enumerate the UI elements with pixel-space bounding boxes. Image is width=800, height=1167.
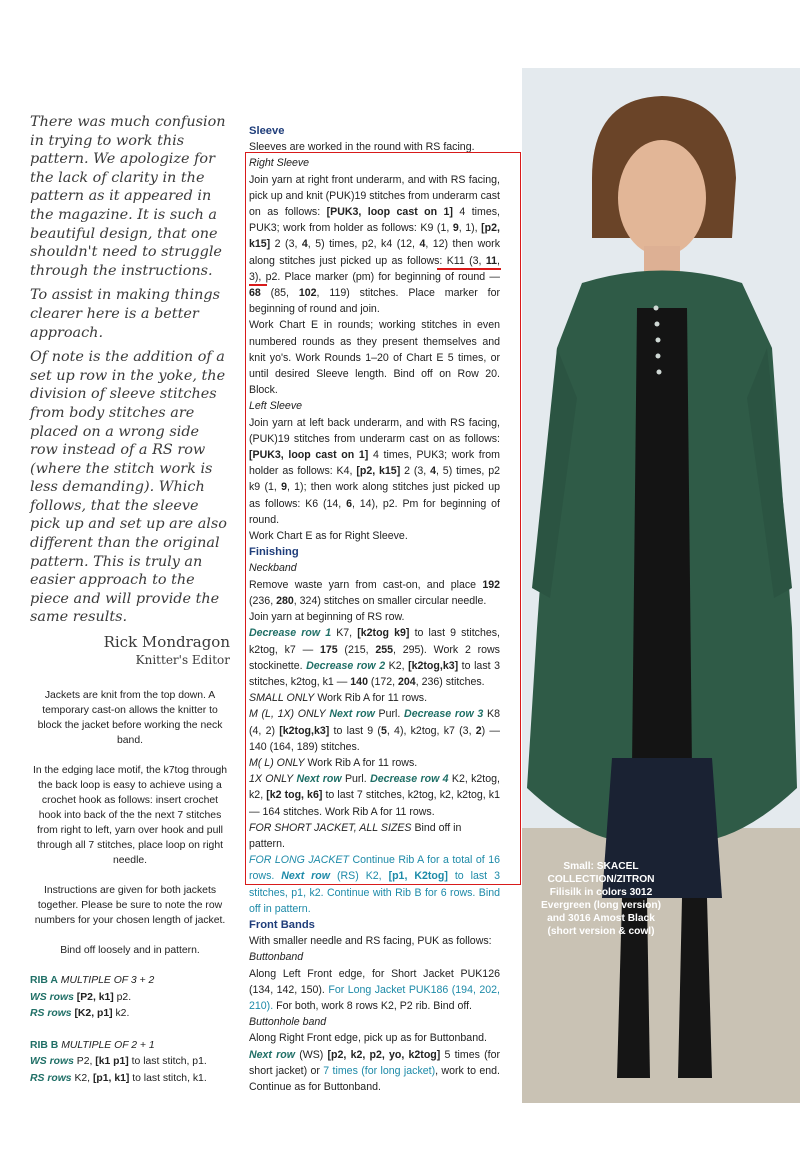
tip-paragraph: Bind off loosely and in pattern. (60, 945, 200, 957)
tip-paragraph: In the edging lace motif, the k7tog through the back loop is easy to achieve using a crochet hook as follows: insert crochet hook into back of the the next 7 stitches from right to left, yarn over hook and pull through all 7 stitches, place loop on right needle. (32, 765, 228, 867)
text-run: , 119) stitches. Place marker for beginning of round and join. (249, 287, 500, 316)
text-run: , 3), p2. Place marker (pm) for beginning of round — (249, 254, 500, 283)
size-label: FOR SHORT JACKET, ALL SIZES (249, 821, 412, 834)
text-run: Purl. (341, 773, 371, 786)
text-run: to last 7 stitches, k2tog, k2, k2tog, k1 — 164 stitches. Work Rib A for 11 rows. (249, 789, 500, 818)
text-run: , 5) times, p2, k4 (12, (307, 238, 420, 251)
sleeve-intro: Sleeves are worked in the round with RS facing. (249, 141, 475, 154)
text-run: (85, (260, 287, 299, 300)
bold-run: 102 (298, 287, 317, 300)
model-photo (522, 68, 800, 1103)
size-label: FOR LONG JACKET (249, 854, 349, 867)
bold-run: 255 (375, 643, 394, 656)
rib-b-ws-text: to last stitch, p1. (128, 1056, 207, 1068)
text-run: For both, work 8 rows K2, P2 rib. Bind off. (273, 999, 472, 1012)
finishing-heading: Finishing (249, 546, 299, 559)
button (657, 370, 662, 375)
rib-a-rs-label: RS rows (30, 1008, 72, 1020)
rib-b-ws-bold: [k1 p1] (95, 1056, 129, 1068)
text-run: Join yarn at right front underarm, and with RS facing, pick up and knit (PUK)19 stitches from underarm cast on as follows: (249, 173, 500, 219)
text-run: (WS) (295, 1048, 328, 1061)
button (656, 354, 661, 359)
text-run: ) — 140 (164, 189) stitches. (249, 724, 501, 753)
editor-note (30, 113, 230, 627)
text-run: 2 (3, (400, 465, 431, 478)
left-sleeve-heading: Left Sleeve (249, 400, 303, 413)
long-run: For Long Jacket PUK186 (194, 202, 210). (249, 983, 501, 1012)
left-column (30, 113, 230, 1102)
rib-b-ws-label: WS rows (30, 1056, 74, 1068)
long-run: 7 times (for long jacket) (323, 1064, 436, 1077)
text-run: , 1); then work along stitches just picked up as follows: K6 (14, (249, 481, 500, 510)
rib-b-rs-pre: K2, (71, 1072, 93, 1084)
bold-run: 280 (276, 594, 294, 607)
rib-b-rs-label: RS rows (30, 1072, 72, 1084)
text-run: Purl. (374, 708, 405, 721)
text-run: (RS) K2, (330, 870, 389, 883)
editor-note-paragraph: To assist in making things clearer here is a better approach. (30, 287, 220, 341)
bold-run: 9 (281, 481, 287, 494)
bold-run: 9 (452, 222, 459, 235)
rib-a-block (30, 973, 230, 1023)
row-label: Decrease row 4 (370, 773, 449, 786)
buttonband-instructions (249, 966, 500, 1015)
row-label: Next row (329, 708, 375, 721)
left-sleeve-chart: Work Chart E as for Right Sleeve. (249, 530, 408, 543)
size-label: 1X ONLY (249, 773, 294, 786)
rib-a-ws-bold: [P2, k1] (76, 991, 114, 1003)
text-run: , 5) times, p2 k9 (1, (249, 465, 500, 494)
row-label: Decrease row 2 (306, 659, 386, 672)
text-run: (172, (367, 675, 399, 688)
red-underline (437, 268, 501, 270)
rib-b-block (30, 1038, 230, 1088)
rib-a-label: RIB A (30, 975, 58, 987)
text-run: (215, (337, 643, 376, 656)
bold-run: 4 (419, 238, 426, 251)
text-run: 4 times, PUK3; work from holder as follows: K9 (1, (249, 206, 500, 235)
text-run: to last 3 stitches, p1, k2. Continue with Rib B for 6 rows. Bind off in pattern. (249, 870, 500, 915)
buttonband-heading: Buttonband (249, 951, 304, 964)
bold-run: 192 (482, 578, 500, 591)
rib-b-multiple: MULTIPLE OF 2 + 1 (61, 1039, 155, 1051)
photo-caption: Small: SKACEL COLLECTION/ZITRON Filisilk in colors 3012 Evergreen (long version) and 3016 Amost Black (short version & cowl) (540, 861, 662, 937)
row-label: Next row (296, 773, 342, 786)
rib-patterns (30, 973, 230, 1087)
face (618, 140, 706, 256)
text-run: , 1), (458, 222, 482, 235)
inner-top (632, 308, 692, 768)
text-run: Join yarn at left back underarm, and with RS facing, (PUK)19 stitches from underarm cast on as follows: (249, 416, 500, 445)
bold-run: [PUK3, loop cast on 1] (249, 449, 369, 462)
front-bands-heading: Front Bands (249, 918, 315, 931)
bold-run: [PUK3, loop cast on 1] (326, 206, 453, 219)
bold-run: 4 (301, 238, 308, 251)
text-run: to last 3 stitches, k2tog, k1 — (249, 659, 500, 688)
bold-run: [p2, k15] (249, 222, 500, 251)
buttonhole-heading: Buttonhole band (249, 1016, 327, 1029)
button (656, 338, 661, 343)
rib-b-rs-text: to last stitch, k1. (129, 1072, 207, 1084)
text-run: Remove waste yarn from cast-on, and place (249, 578, 483, 591)
rib-a-ws-label: WS rows (30, 991, 74, 1003)
text-run: , 295). Work 2 rows stockinette. (249, 643, 500, 672)
editor-signature (30, 633, 230, 668)
right-sleeve-chart: Work Chart E in rounds; working stitches in even numbered rounds as they present themselves and knit yo's. Work Rounds 1–20 of Chart E 5 times, or until desired Sleeve length. Bind off on Row 20. Block. (249, 319, 500, 397)
text-run: 4 times, PUK3; work from holder as follows: K4, (249, 449, 500, 478)
bold-run: 2 (475, 724, 482, 737)
bold-run: 140 (350, 675, 368, 688)
row-label: Decrease row 1 (249, 627, 332, 640)
row-label: Next row (249, 1048, 295, 1061)
text-run: K2, (385, 659, 409, 672)
row-label: Decrease row 3 (404, 708, 484, 721)
rib-a-ws-text: p2. (113, 991, 132, 1003)
bold-run: 6 (346, 497, 352, 510)
bold-run: [k2tog,k3] (279, 724, 330, 737)
bold-run: 5 (380, 724, 387, 737)
bold-run: 204 (398, 675, 416, 688)
text-run: Along Left Front edge, for Short Jacket PUK126 (134, 142, 150). (249, 967, 500, 996)
buttonhole-instructions (249, 1030, 500, 1095)
size-label: M( L) ONLY (249, 756, 305, 769)
text-run: , work to end. Continue as for Buttonband. (249, 1064, 500, 1093)
tip-paragraph: Instructions are given for both jackets together. Please be sure to note the row numbers for your chosen length of jacket. (34, 885, 226, 927)
rib-a-rs-bold: [K2, p1] (74, 1008, 113, 1020)
signature-name: Rick Mondragon (103, 633, 230, 652)
tip-paragraph: Jackets are knit from the top down. A temporary cast-on allows the knitter to block the jacket before working the neck band. (37, 690, 223, 747)
text-run: to last 9 stitches, k2tog, k7 — (249, 627, 500, 656)
size-label: SMALL ONLY (249, 692, 315, 705)
front-bands-intro: With smaller needle and RS facing, PUK as follows: (249, 935, 492, 948)
text-run: K7, (331, 627, 358, 640)
bold-run: [p1, K2tog] (388, 870, 448, 883)
rib-a-rs-text: k2. (112, 1008, 130, 1020)
photo-illustration (522, 68, 800, 1103)
neckband-heading: Neckband (249, 562, 297, 575)
bold-run: [p2, k2, p2, yo, k2tog] (327, 1048, 441, 1061)
editor-note-paragraph: There was much confusion in trying to work this pattern. We apologize for the lack of clarity in the pattern as it appeared in the magazine. It is such a beautiful design, that one shouldn't need to struggle through the instructions. (30, 114, 226, 279)
red-underline (249, 284, 267, 286)
bold-run: 175 (319, 643, 338, 656)
text-run: K2, k2tog, k2, (249, 773, 500, 802)
pattern-tips (30, 688, 230, 958)
text-run: Continue Rib A for a total of 16 rows. (249, 854, 500, 883)
text-run: to last 9 ( (329, 724, 381, 737)
text-run: , 12) then work along stitches just picked up as follows: K11 (3, (249, 238, 501, 267)
neckband-step-2: Join yarn at beginning of RS row. (249, 611, 405, 624)
rib-b-rs-bold: [p1, k1] (92, 1072, 130, 1084)
bold-run: [k2tog,k3] (408, 659, 459, 672)
size-label: M (L, 1X) ONLY (249, 708, 326, 721)
button (655, 322, 660, 327)
text-run: Along Right Front edge, pick up as for Buttonband. (249, 1032, 487, 1045)
text-run: Work Rib A for 11 rows. (304, 756, 418, 769)
text-run: 5 times (for short jacket) or (249, 1048, 500, 1077)
button (654, 306, 659, 311)
text-run: , 4), k2tog, k7 (3, (386, 724, 476, 737)
text-run: (236, (249, 594, 277, 607)
text-run: K8 (4, 2) (249, 708, 500, 737)
right-boot (678, 898, 712, 1078)
text-run: , 236) stitches. (415, 675, 485, 688)
rib-a-multiple: MULTIPLE OF 3 + 2 (60, 975, 155, 987)
rib-b-ws-pre: P2, (73, 1056, 96, 1068)
bold-run: 11 (485, 254, 498, 267)
text-run: Work Rib A for 11 rows. (314, 692, 428, 705)
bold-run: [k2tog k9] (357, 627, 410, 640)
signature-title: Knitter's Editor (135, 653, 230, 668)
rib-b-label: RIB B (30, 1039, 59, 1051)
bold-run: [p2, k15] (356, 465, 401, 478)
text-run: , 14), p2. Pm for beginning of round. (249, 497, 501, 526)
text-run: , 324) stitches on smaller circular needle. (293, 594, 487, 607)
bold-run: 4 (430, 465, 436, 478)
bold-run: 68 (249, 287, 261, 300)
row-label: Next row (281, 870, 331, 883)
bold-run: [k2 tog, k6] (266, 789, 323, 802)
editor-note-paragraph: Of note is the addition of a set up row in the yoke, the division of sleeve stitches from body stitches are placed on a wrong side row instead of a RS row (where the stitch work is less demanding). Which follows, that the sleeve pick up and set up are also different than the original pattern. This is truly an easier approach to the piece and will provide the same results. (30, 349, 227, 626)
sleeve-heading: Sleeve (249, 125, 285, 137)
red-annotation-box (245, 152, 521, 885)
text-run: Bind off in pattern. (249, 821, 462, 850)
right-sleeve-heading: Right Sleeve (249, 157, 310, 170)
text-run: 2 (3, (270, 238, 302, 251)
